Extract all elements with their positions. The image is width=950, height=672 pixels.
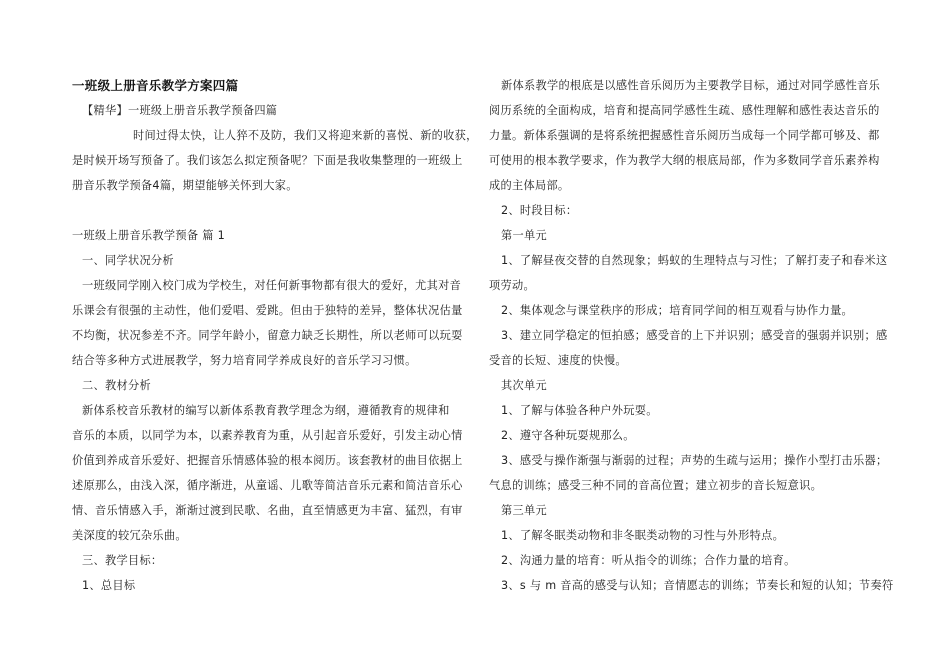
section-heading: 二、教材分析 bbox=[82, 379, 151, 392]
list-item: 1、了解冬眠类动物和非冬眠类动物的习性与外形特点。 bbox=[501, 529, 785, 542]
paragraph-line: 一班级同学刚入校门成为学校生，对任何新事物都有很大的爱好，尤其对音 bbox=[82, 279, 462, 292]
paragraph-line: 受音的长短、速度的快慢。 bbox=[489, 354, 627, 367]
paragraph-line: 是时候开场写预备了。我们该怎么拟定预备呢？下面是我收集整理的一班级上 bbox=[72, 154, 463, 167]
paragraph-line: 新体系校音乐教材的编写以新体系教育教学理念为纲，遵循教育的规律和 bbox=[82, 404, 450, 417]
paragraph-line: 项劳动。 bbox=[489, 279, 535, 292]
list-item: 2、集体观念与课堂秩序的形成；培育同学间的相互观看与协作力量。 bbox=[501, 304, 854, 317]
paragraph-line: 音乐的本质，以同学为本，以素养教育为重，从引起音乐爱好，引发主动心情 bbox=[72, 429, 463, 442]
subtitle: 【精华】一班级上册音乐教学预备四篇 bbox=[82, 104, 278, 117]
paragraph-line: 价值到养成音乐爱好、把握音乐情感体验的根本阅历。该套教材的曲目依据上 bbox=[72, 454, 463, 467]
paragraph-line: 气息的训练；感受三种不同的音高位置；建立初步的音长短意识。 bbox=[489, 479, 823, 492]
section-heading: 三、教学目标： bbox=[82, 554, 163, 567]
unit-heading: 第一单元 bbox=[501, 229, 547, 242]
list-item: 2、遵守各种玩耍规那么。 bbox=[501, 429, 635, 442]
paragraph-line: 新体系教学的根底是以感性音乐阅历为主要教学目标，通过对同学感性音乐 bbox=[501, 79, 881, 92]
paragraph-line: 结合等多种方式进展教学，努力培育同学养成良好的音乐学习习惯。 bbox=[72, 354, 417, 367]
list-item: 1、了解昼夜交替的自然现象；蚂蚁的生理特点与习性；了解打麦子和春米这 bbox=[501, 254, 888, 267]
paragraph-line: 册音乐教学预备4篇，期望能够关怀到大家。 bbox=[72, 179, 298, 192]
paragraph-line: 美深度的较冗杂乐曲。 bbox=[72, 529, 187, 542]
paragraph-line: 力量。新体系强调的是将系统把握感性音乐阅历当成每一个同学都可够及、都 bbox=[489, 129, 880, 142]
paragraph-line: 成的主体局部。 bbox=[489, 179, 570, 192]
paragraph-line: 阅历系统的全面构成，培育和提高同学感性生疏、感性理解和感性表达音乐的 bbox=[489, 104, 880, 117]
list-item: 3、感受与操作渐强与渐弱的过程；声势的生疏与运用；操作小型打击乐器； bbox=[501, 454, 888, 467]
section-heading: 一班级上册音乐教学预备 篇 1 bbox=[72, 229, 225, 242]
list-item: 3、s 与 m 音高的感受与认知；音情愿志的训练；节奏长和短的认知；节奏符 bbox=[501, 579, 894, 592]
paragraph-line: 可使用的根本教学要求，作为教学大纲的根底局部，作为多数同学音乐素养构 bbox=[489, 154, 880, 167]
paragraph-line: 不均衡，状况参差不齐。同学年龄小，留意力缺乏长期性，所以老师可以玩耍 bbox=[72, 329, 463, 342]
list-item: 3、建立同学稳定的恒拍感；感受音的上下并识别；感受音的强弱并识别；感 bbox=[501, 329, 888, 342]
paragraph-line: 情、音乐情感入手，渐渐过渡到民歌、名曲，直至情感更为丰富、猛烈，有审 bbox=[72, 504, 463, 517]
document-title: 一班级上册音乐教学方案四篇 bbox=[72, 78, 239, 93]
paragraph-line: 述原那么，由浅入深，循序渐进，从童谣、儿歌等简洁音乐元素和简洁音乐心 bbox=[72, 479, 463, 492]
unit-heading: 第三单元 bbox=[501, 504, 547, 517]
list-item: 1、了解与体验各种户外玩耍。 bbox=[501, 404, 658, 417]
section-heading: 1、总目标 bbox=[82, 579, 136, 592]
section-heading: 一、同学状况分析 bbox=[82, 254, 174, 267]
section-heading: 2、时段目标： bbox=[501, 204, 578, 217]
unit-heading: 其次单元 bbox=[501, 379, 547, 392]
list-item: 2、沟通力量的培育：听从指令的训练；合作力量的培育。 bbox=[501, 554, 796, 567]
paragraph-line: 乐课会有很强的主动性，他们爱唱、爱跳。但由于独特的差异，整体状况估量 bbox=[72, 304, 463, 317]
paragraph-line: 时间过得太快，让人猝不及防，我们又将迎来新的喜悦、新的收获， bbox=[133, 129, 478, 142]
